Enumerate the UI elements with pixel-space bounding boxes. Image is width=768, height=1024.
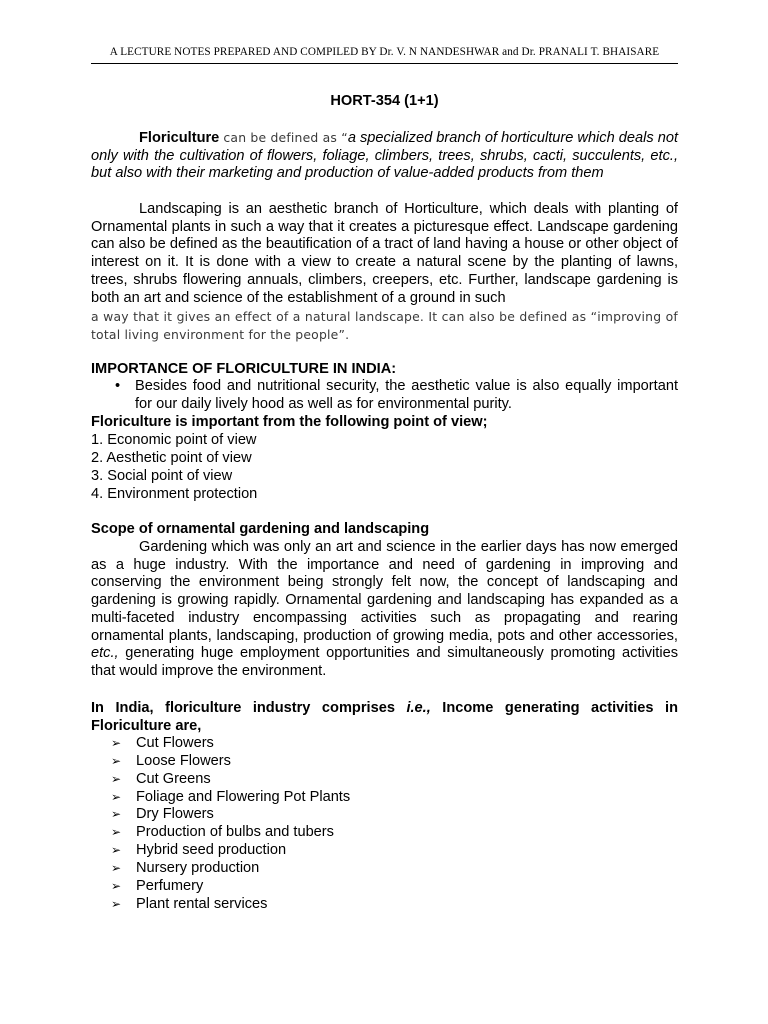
activity-label: Nursery production <box>136 860 260 876</box>
activity-label: Plant rental services <box>136 896 268 912</box>
arrow-bullet-icon: ➢ <box>111 843 122 857</box>
activity-item <box>111 753 231 771</box>
point-item: 3. Social point of view <box>91 468 233 484</box>
landscaping-text: Landscaping is an aesthetic branch of Horticulture, which deals with planting of Ornamental plants in such a way that it creates a picturesque effect. Landscape gardening can also be defined as the beautification of a tract of land having a house or other object of interest on it. It is done with a view to create a natural scene by the planting of lawns, trees, shrubs flowering annuals, climbers, creepers, etc. Further, landscape gardening is both an art and science of the establishment of a ground in such <box>91 201 678 306</box>
scope-etc: etc., <box>91 645 119 662</box>
importance-heading: IMPORTANCE OF FLORICULTURE IN INDIA: <box>91 361 397 377</box>
arrow-bullet-icon: ➢ <box>111 861 122 875</box>
bullet-text: Besides food and nutritional security, the aesthetic value is also equally important for our daily lively hood as well as for environmental purity. <box>135 378 678 412</box>
activity-item <box>111 824 334 842</box>
arrow-bullet-icon: ➢ <box>111 772 122 786</box>
arrow-bullet-icon: ➢ <box>111 807 122 821</box>
industry-lead <box>91 700 678 735</box>
industry-lead-b: Income generating activities in Floriculture are, <box>91 700 678 734</box>
landscaping-paragraph <box>91 201 678 307</box>
arrow-bullet-icon: ➢ <box>111 825 122 839</box>
definition-term: Floriculture <box>139 130 220 146</box>
activity-label: Hybrid seed production <box>136 842 287 858</box>
activity-item <box>111 896 267 914</box>
arrow-bullet-icon: ➢ <box>111 897 122 911</box>
activity-label: Production of bulbs and tubers <box>136 824 334 840</box>
course-code-title: HORT-354 (1+1) <box>330 93 439 109</box>
point-item: 1. Economic point of view <box>91 432 257 448</box>
activity-item <box>111 806 214 824</box>
landscaping-tail: a way that it gives an effect of a natural landscape. It can also be defined as “improving of total living environment for the people”. <box>91 309 678 342</box>
page-header: A LECTURE NOTES PREPARED AND COMPILED BY Dr. V. N NANDESHWAR and Dr. PRANALI T. BHAISARE <box>109 46 660 58</box>
importance-bullet <box>115 378 678 414</box>
bullet-icon: • <box>115 378 121 394</box>
activity-label: Foliage and Flowering Pot Plants <box>136 789 351 805</box>
scope-paragraph <box>91 539 678 681</box>
definition-quote: a specialized branch of horticulture which deals not only with the cultivation of flowers, foliage, climbers, trees, shrubs, cacti, succulents, etc., but also with their marketing and production of value-added products from them <box>91 130 678 182</box>
activity-label: Cut Flowers <box>136 735 214 751</box>
activity-item <box>111 735 214 753</box>
floriculture-definition <box>91 129 678 183</box>
header-rule <box>91 63 678 64</box>
arrow-bullet-icon: ➢ <box>111 736 122 750</box>
point-item: 4. Environment protection <box>91 486 258 502</box>
activity-label: Cut Greens <box>136 771 211 787</box>
activity-item <box>111 771 211 789</box>
arrow-bullet-icon: ➢ <box>111 754 122 768</box>
activity-item <box>111 878 203 896</box>
activity-item <box>111 842 286 860</box>
industry-ie: i.e., <box>406 700 431 716</box>
point-item: 2. Aesthetic point of view <box>91 450 252 466</box>
definition-lead: can be defined as “ <box>219 130 348 145</box>
industry-lead-a: In India, floriculture industry comprises <box>91 700 407 716</box>
activity-item <box>111 789 350 807</box>
arrow-bullet-icon: ➢ <box>111 879 122 893</box>
activity-item <box>111 860 259 878</box>
activity-label: Perfumery <box>136 878 204 894</box>
scope-text-b: generating huge employment opportunities and simultaneously promoting activities that would improve the environment. <box>91 645 678 679</box>
scope-text-a: Gardening which was only an art and science in the earlier days has now emerged as a huge industry. With the importance and need of gardening in improving and conserving the environment being strongly felt now, the concept of landscaping and gardening is growing rapidly. Ornamental gardening and landscaping has expanded as a multi-faceted industry encompassing activities such as propagating and rearing ornamental plants, landscaping, production of growing media, pots and other accessories, <box>91 539 678 644</box>
arrow-bullet-icon: ➢ <box>111 790 122 804</box>
importance-subheading: Floriculture is important from the following point of view; <box>91 414 488 430</box>
activity-label: Loose Flowers <box>136 753 231 769</box>
activity-label: Dry Flowers <box>136 806 214 822</box>
scope-heading: Scope of ornamental gardening and landscaping <box>91 521 430 537</box>
